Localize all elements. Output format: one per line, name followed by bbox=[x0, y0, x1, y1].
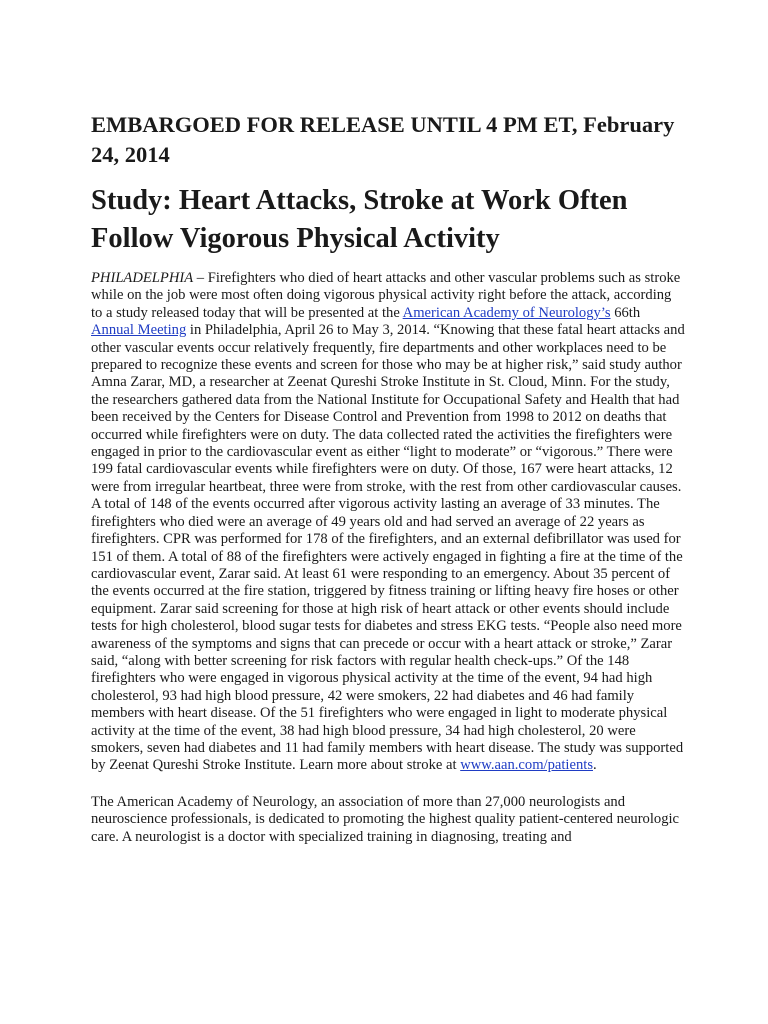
embargo-notice: EMBARGOED FOR RELEASE UNTIL 4 PM ET, February 24, 2014 bbox=[91, 112, 675, 167]
dateline: PHILADELPHIA bbox=[91, 270, 194, 286]
aan-link[interactable]: American Academy of Neurology’s bbox=[402, 304, 611, 321]
annual-meeting-link[interactable]: Annual Meeting bbox=[91, 322, 187, 339]
body-paragraph-2: The American Academy of Neurology, an association of more than 27,000 neurologists and neuroscience professionals, is dedicated to promoting the highest quality patient-centered neurologic care. A neurologist is a doctor with specialized training in diagnosing, treating and bbox=[91, 793, 680, 845]
paragraph-text: in Philadelphia, April 26 to May 3, 2014. “Knowing that these fatal heart attacks and other vascular events occur relatively frequently, fire departments and other workplaces need to be prepared to recognize these events and screen for those who may be at higher risk,” said study author Amna Zarar, MD, a researcher at Zeenat Qureshi Stroke Institute in St. Cloud, Minn. For the study, the researchers gathered data from the National Institute for Occupational Safety and Health that had been received by the Centers for Disease Control and Prevention from 1998 to 2012 on deaths that occurred while firefighters were on duty. The data collected rated the activities the firefighters were engaged in prior to the cardiovascular event as either “light to moderate” or “vigorous.” There were 199 fatal cardiovascular events while firefighters were on duty. Of those, 167 were heart attacks, 12 were from irregular heartbeat, three were from stroke, with the rest from other cardiovascular causes. A total of 148 of the events occurred after vigorous activity lasting an average of 33 minutes. The firefighters who died were an average of 49 years old and had served an average of 22 years as firefighters. CPR was performed for 178 of the firefighters, and an external defibrillator was used for 151 of them. A total of 88 of the firefighters were actively engaged in fighting a fire at the time of the cardiovascular event, Zarar said. At least 61 were responding to an emergency. About 35 percent of the events occurred at the fire station, triggered by fitness training or lifting heavy fire hoses or other equipment. Zarar said screening for those at high risk of heart attack or other events should include tests for high cholesterol, blood sugar tests for diabetes and stress EKG tests. “People also need more awareness of the symptoms and signs that can precede or occur with a heart attack or stroke,” Zarar said, “along with better screening for risk factors with regular health check-ups.” Of the 148 firefighters who were engaged in vigorous physical activity at the time of the event, 94 had high cholesterol, 93 had high blood pressure, 42 were smokers, 22 had diabetes and 46 had family members with heart disease. Of the 51 firefighters who were engaged in light to moderate physical activity at the time of the event, 38 had high blood pressure, 34 had high cholesterol, 20 were smokers, seven had diabetes and 11 had family members with heart disease. The study was supported by Zeenat Qureshi Stroke Institute. Learn more about stroke at bbox=[91, 322, 685, 774]
body-paragraph-1 bbox=[91, 270, 685, 775]
paragraph-text: 66th bbox=[610, 304, 641, 321]
paragraph-text: . bbox=[593, 757, 597, 774]
article-body bbox=[91, 270, 685, 846]
paragraph-text: – Firefighters who died of heart attacks and other vascular problems such as stroke while on the job were most often doing vigorous physical activity right before the attack, according to a study released today that will be presented at the bbox=[91, 270, 681, 321]
article-title: Study: Heart Attacks, Stroke at Work Often Follow Vigorous Physical Activity bbox=[91, 185, 628, 254]
patients-link[interactable]: www.aan.com/patients bbox=[460, 757, 593, 774]
